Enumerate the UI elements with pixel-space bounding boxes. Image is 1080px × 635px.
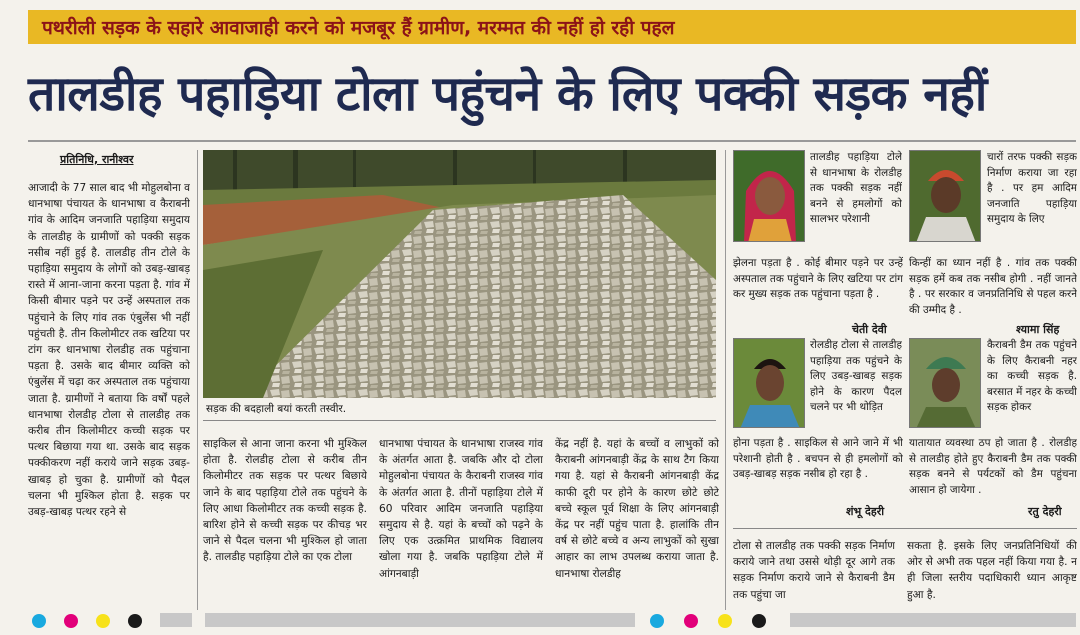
column-divider [197,150,198,610]
column-6-text: सकता है. इसके लिए जनप्रतिनिधियों की ओर से अभी तक पहल नहीं किया गया है. न ही जिला स्तरीय पदाधिकारी ध्यान आकृष्ट हुआ है. [907,540,1077,601]
man-portrait-icon [910,339,981,428]
shambhu-quote-full [733,436,903,502]
headline: तालडीह पहाड़िया टोला पहुंचने के लिए पक्की सड़क नहीं [28,66,987,122]
ritu-quote-full [909,436,1077,502]
road-photo-image [203,150,716,398]
registration-black-dot [752,614,766,628]
registration-grey-strip [205,613,635,627]
ritu-dehri-name: रतु देहरी [1028,505,1062,518]
quotes-bottom-rule [733,528,1077,529]
kicker-banner [28,10,1076,44]
shyama-quote-side-text: चारों तरफ पक्की सड़क निर्माण कराया जा रहा है . पर हम आदिम जनजाति पहाड़िया समुदाय के लिए [987,151,1077,226]
registration-magenta-dot [684,614,698,628]
cheti-quote-side [810,150,902,254]
quotes-divider [725,150,726,610]
byline: प्रतिनिधि, रानीश्वर [60,153,134,166]
shambhu-dehri-portrait [733,338,805,428]
article-column-5 [733,538,895,610]
registration-magenta-dot [64,614,78,628]
article-column-1 [28,180,190,610]
registration-yellow-dot [96,614,110,628]
column-3-text: धानभाषा पंचायत के धानभाषा राजस्व गांव के अंतर्गत आता है. जबकि और दो टोला मोहुलबोना पंचायत के कैराबनी राजस्व गांव के अंतर्गत आता है. तीनों पहाड़िया टोले में 60 परिवार आदिम जनजाति पहाड़िया समुदाय से है. यहां के बच्चों को पढ़ने के लिए एक उत्क्रमित प्राथमिक विद्यालय खोला गया है. जबकि पहाड़िया टोले में आंगनबाड़ी [379,438,543,580]
registration-black-dot [128,614,142,628]
article-column-6 [907,538,1077,610]
cheti-devi-name: चेती देवी [852,323,887,336]
cheti-quote-side-text: तालडीह पहाड़िया टोले से धानभाषा के रोलडीह तक पक्की सड़क नहीं बनने से हमलोगों को सालभर परेशानी [810,151,902,226]
registration-cyan-dot [650,614,664,628]
kicker-text: पथरीली सड़क के सहारे आवाजाही करने को मजबूर हैं ग्रामीण, मरम्मत की नहीं हो रही पहल [42,17,675,39]
article-column-2 [203,436,367,610]
shambhu-quote-side [810,338,902,434]
registration-grey-strip [790,613,1076,627]
headline-rule [28,140,1076,142]
photo-caption: सड़क की बदहाली बयां करती तस्वीर. [206,403,347,415]
road-photo [203,150,716,398]
shambhu-dehri-name: शंभू देहरी [846,505,885,518]
cheti-quote-full-text: झेलना पड़ता है . कोई बीमार पड़ने पर उन्हें अस्पताल तक पहुंचाने के लिए खटिया पर टांग कर मुख्य सड़क तक पहुंचाना पड़ता है . [733,257,903,301]
article-column-4 [555,436,719,610]
shyama-singh-name: श्यामा सिंह [1016,323,1060,336]
registration-cyan-dot [32,614,46,628]
shambhu-quote-full-text: होना पड़ता है . साइकिल से आने जाने में भी परेशानी होती है . बचपन से ही हमलोगों को उबड़-खाबड़ सड़क नसीब हो रहा है . [733,437,903,481]
shyama-singh-portrait [909,150,981,242]
shyama-quote-full-text: किन्हीं का ध्यान नहीं है . गांव तक पक्की सड़क हमें कब तक नसीब होगी . नहीं जानते है . पर सरकार व जनप्रतिनिधि से पहल करने की उम्मीद है . [909,257,1077,316]
column-1-text: आजादी के 77 साल बाद भी मोहुलबोना व धानभाषा पंचायत के धानभाषा व कैराबनी गांव के आदिम जनजाति पहाड़िया समुदाय के तालडीह के ग्रामीणों को पक्की सड़क नसीब नहीं हुई है. तालडीह तीन टोले के पहाड़िया समुदाय के लोगों को उबड़-खाबड़ रास्ते में आना-जाना करना पड़ता है. गांव में किसी बीमार पड़ने पर उन्हें अस्पताल तक पहुंचाने के लिए गांव तक एंबुलेंस भी नहीं पहुंचती है. तीन किलोमीटर तक खटिया पर टांग कर धानभाषा रोलडीह तक पहुंचाना पड़ता है. उसके बाद बीमार व्यक्ति को एंबुलेंस में चढ़ा कर अस्पताल तक पहुंचाया जाता है. ग्रामीणों ने बताया कि वर्षों पहले धानभाषा रोलडीह टोला से तालडीह तक करीब तीन किलोमीटर कच्ची सड़क पर पत्थर बिछाया गया था. उसके बाद सड़क पक्कीकरण नहीं कराये जाने सड़क उबड़-खाबड़ हो चुका है. ग्रामीणों को पैदल चलना भी मुश्किल होता है. सड़क पर उबड़-खाबड़ पत्थर रहने से [28,182,190,519]
man-portrait-icon [910,151,981,242]
registration-yellow-dot [718,614,732,628]
shyama-quote-full [909,256,1077,322]
article-column-3 [379,436,543,610]
ritu-dehri-portrait [909,338,981,428]
cheti-quote-full [733,256,903,322]
shambhu-quote-side-text: रोलडीह टोला से तालडीह पहाड़िया तक पहुंचने के लिए उबड़-खाबड़ सड़क होने के कारण पैदल चलने पर भी थोड़ित [810,339,902,414]
man-portrait-icon [734,339,805,428]
ritu-quote-full-text: यातायात व्यवस्था ठप हो जाता है . रोलडीह से तालडीह होते हुए कैराबनी डैम तक पक्की सड़क बनने से पर्यटकों को डैम पहुंचना आसान हो जायेगा . [909,437,1077,496]
ritu-quote-side-text: कैराबनी डैम तक पहुंचने के लिए कैराबनी नहर का कच्ची सड़क है. बरसात में नहर के कच्ची सड़क होकर [987,339,1077,414]
shyama-quote-side [987,150,1077,254]
registration-grey-bar [160,613,192,627]
column-4-text: केंद्र नहीं है. यहां के बच्चों व लाभुकों को कैराबनी आंगनबाड़ी केंद्र के साथ टैग किया गया है. यहां से कैराबनी आंगनबाड़ी केंद्र काफी दूरी पर होने के कारण छोटे छोटे बच्चे स्कूल पूर्व शिक्षा के लिए आंगनबाड़ी केंद्र पर नहीं पहुंच पाता है. हालांकि तीन वर्ष से छोटे बच्चे व अन्य लाभुकों को सुखा आहार का लाभ उपलब्ध कराया जाता है. धानभाषा रोलडीह [555,438,719,580]
woman-portrait-icon [734,151,805,242]
caption-rule [203,420,716,421]
ritu-quote-side [987,338,1077,434]
cheti-devi-portrait [733,150,805,242]
column-5-text: टोला से तालडीह तक पक्की सड़क निर्माण कराये जाने तथा उससे थोड़ी दूर आगे तक सड़क निर्माण कराये जाने से कैराबनी डैम तक पहुंचा जा [733,540,895,601]
column-2-text: साइकिल से आना जाना करना भी मुश्किल होता है. रोलडीह टोला से करीब तीन किलोमीटर तक सड़क पर पत्थर बिछाये जाने के बाद पहाड़िया टोले तक पहुंचने के लिए आधा किलोमीटर तक कच्ची सड़क है. बारिश होने से कच्ची सड़क पर कीचड़ भर जाने से पैदल चलना भी मुश्किल हो जाता है. तालडीह पहाड़िया टोले का एक टोला [203,438,367,564]
